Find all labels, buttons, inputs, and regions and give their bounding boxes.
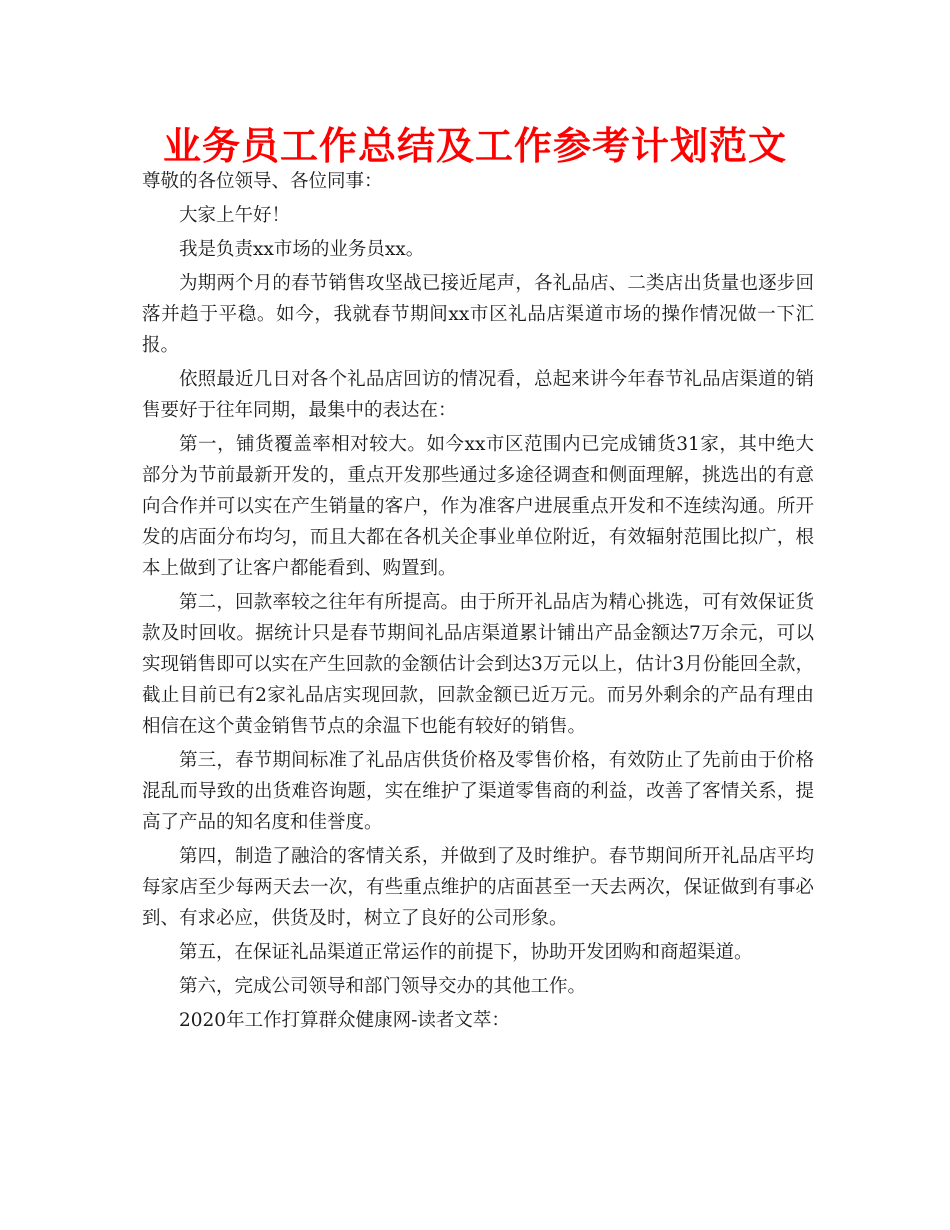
paragraph-overview: 为期两个月的春节销售攻坚战已接近尾声，各礼品店、二类店出货量也逐步回落并趋于平稳。如今，我就春节期间xx市区礼品店渠道市场的操作情况做一下汇报。	[142, 273, 814, 356]
paragraph-plan-heading: 2020年工作打算群众健康网-读者文萃：	[179, 1010, 510, 1031]
document-title: 业务员工作总结及工作参考计划范文	[162, 124, 787, 168]
paragraph-point-4: 第四，制造了融洽的客情关系，并做到了及时维护。春节期间所开礼品店平均每家店至少每两天去一次，有些重点维护的店面甚至一天去两次，保证做到有事必到、有求必应，供货及时，树立了良好的公司形象。	[142, 846, 814, 929]
paragraph-point-3: 第三，春节期间标准了礼品店供货价格及零售价格，有效防止了先前由于价格混乱而导致的出货难咨询题，实在维护了渠道零售商的利益，改善了客情关系，提高了产品的知名度和佳誉度。	[142, 750, 814, 833]
paragraph-point-5: 第五，在保证礼品渠道正常运作的前提下，协助开发团购和商超渠道。	[179, 942, 753, 963]
paragraph-point-2: 第二，回款率较之往年有所提高。由于所开礼品店为精心挑选，可有效保证货款及时回收。据统计只是春节期间礼品店渠道累计铺出产品金额达7万余元，可以实现销售即可以实在产生回款的金额估计会到达3万元以上，估计3月份能回全款，截止目前已有2家礼品店实现回款，回款金额已近万元。而另外剩余的产品有理由相信在这个黄金销售节点的余温下也能有较好的销售。	[142, 592, 814, 737]
salutation: 尊敬的各位领导、各位同事：	[142, 171, 383, 192]
paragraph-introduction: 我是负责xx市场的业务员xx。	[179, 239, 425, 260]
paragraph-summary: 依照最近几日对各个礼品店回访的情况看，总起来讲今年春节礼品店渠道的销售要好于往年同期，最集中的表达在：	[142, 369, 814, 421]
document-body	[142, 166, 814, 1039]
paragraph-greeting: 大家上午好！	[179, 205, 291, 226]
paragraph-point-1: 第一，铺货覆盖率相对较大。如今xx市区范围内已完成铺货31家，其中绝大部分为节前最新开发的，重点开发那些通过多途径调查和侧面理解，挑选出的有意向合作并可以实在产生销量的客户，作为准客户进展重点开发和不连续沟通。所开发的店面分布均匀，而且大都在各机关企事业单位附近，有效辐射范围比拟广，根本上做到了让客户都能看到、购置到。	[142, 434, 814, 579]
paragraph-point-6: 第六，完成公司领导和部门领导交办的其他工作。	[179, 976, 587, 997]
